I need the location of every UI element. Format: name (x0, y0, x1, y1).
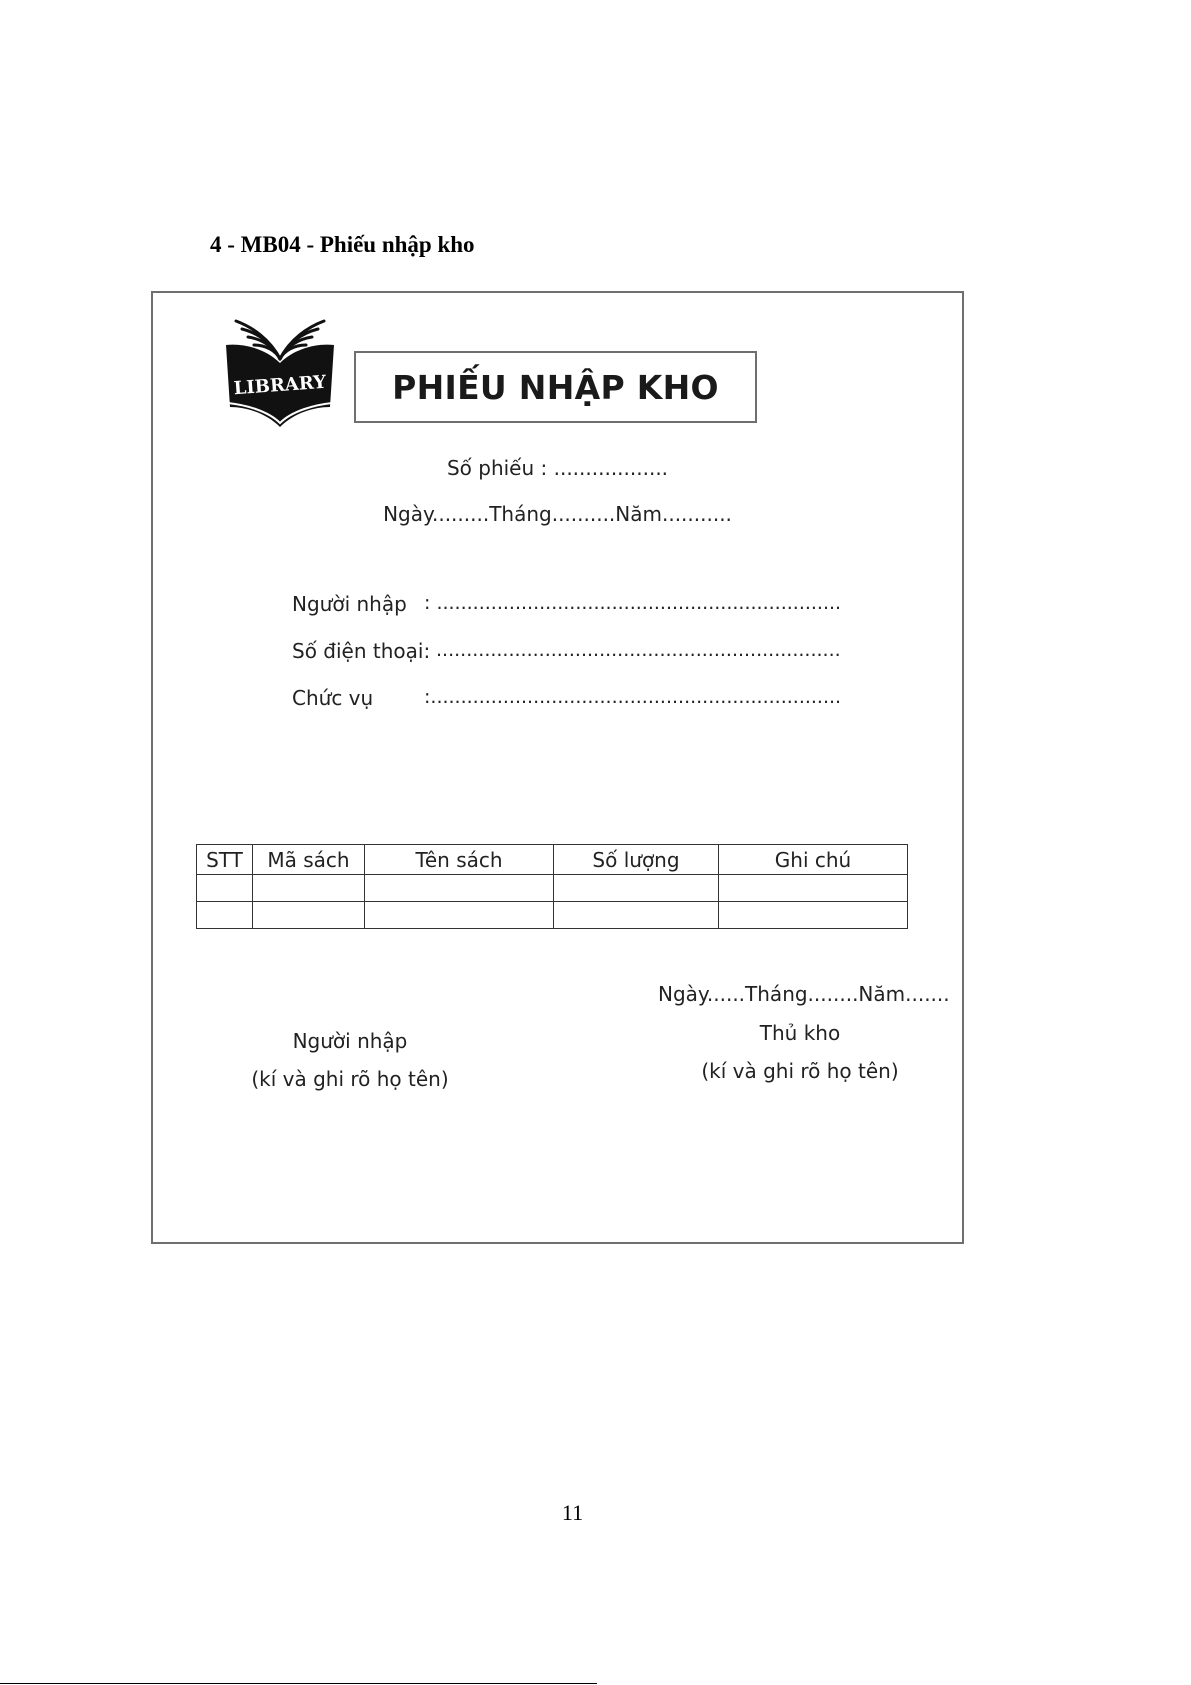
column-header-book-name: Tên sách (365, 845, 554, 875)
table-cell (554, 902, 719, 929)
signature-block-importer (230, 1022, 470, 1098)
page-number: 11 (561, 1500, 584, 1525)
date-line: Ngày.........Tháng..........Năm........... (383, 502, 732, 526)
library-logo-label: LIBRARY (233, 371, 327, 400)
table-cell (554, 875, 719, 902)
column-header-quantity: Số lượng (554, 845, 719, 875)
form-title: PHIẾU NHẬP KHO (354, 351, 757, 423)
table-cell (365, 875, 554, 902)
field-label-importer: Người nhập (292, 592, 407, 616)
signature-role-storekeeper: Thủ kho (759, 1021, 841, 1045)
form-frame (151, 291, 964, 1244)
items-table (196, 844, 908, 929)
column-header-note: Ghi chú (719, 845, 908, 875)
table-cell (253, 875, 365, 902)
field-value-importer: : ................................................................... (424, 592, 842, 614)
signature-role-importer: Người nhập (292, 1029, 408, 1053)
column-header-stt: STT (197, 845, 253, 875)
table-cell (197, 902, 253, 929)
signature-date-line: Ngày......Tháng........Năm....... (658, 982, 950, 1006)
table-cell (197, 875, 253, 902)
footnote-divider (0, 1683, 597, 1684)
table-row (197, 902, 908, 929)
signature-note-importer: (kí và ghi rõ họ tên) (251, 1067, 449, 1091)
field-value-phone: ................................................................... (436, 639, 841, 661)
field-value-position: :.................................................................... (424, 686, 842, 708)
column-header-book-code: Mã sách (253, 845, 365, 875)
table-cell (253, 902, 365, 929)
table-row (197, 875, 908, 902)
field-label-phone: Số điện thoại: (292, 639, 431, 663)
section-heading: 4 - MB04 - Phiếu nhập kho (210, 232, 475, 257)
signature-note-storekeeper: (kí và ghi rõ họ tên) (701, 1059, 899, 1083)
field-label-position: Chức vụ (292, 686, 374, 710)
table-cell (719, 875, 908, 902)
voucher-number: Số phiếu : .................. (446, 456, 669, 480)
table-cell (365, 902, 554, 929)
signature-block-storekeeper (670, 1014, 930, 1090)
table-header-row (197, 845, 908, 875)
library-logo-icon (222, 315, 338, 431)
table-cell (719, 902, 908, 929)
